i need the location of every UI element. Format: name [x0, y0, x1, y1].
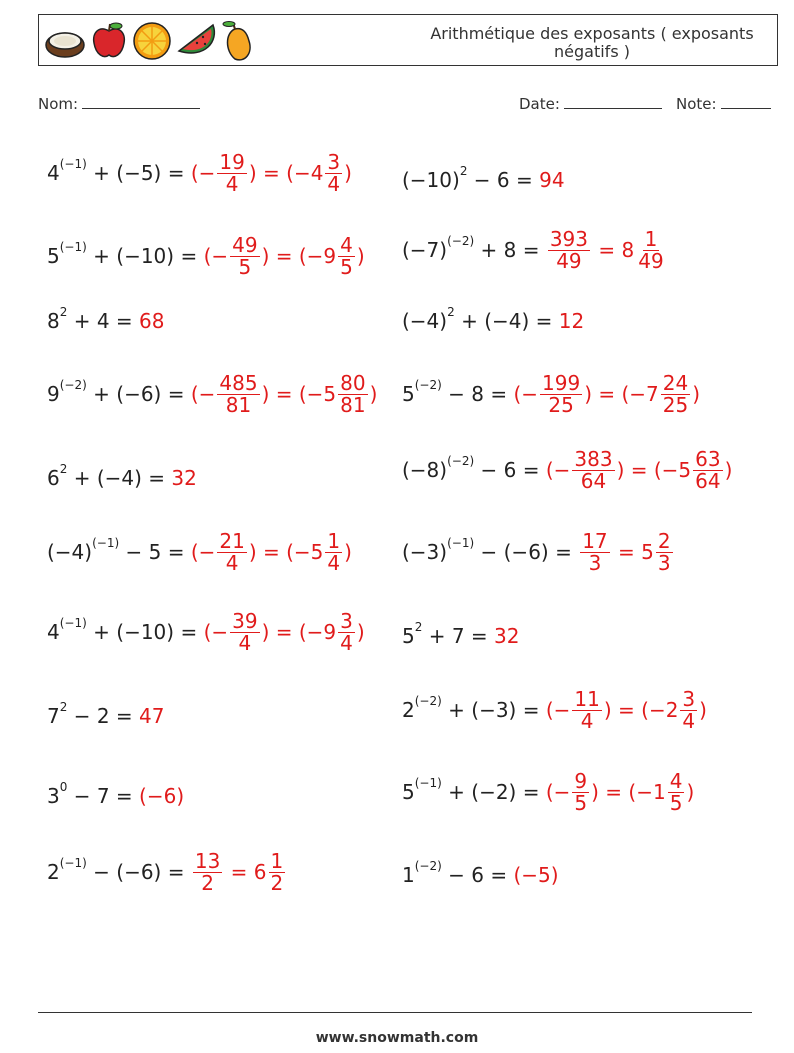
- problem-row: [47, 842, 287, 902]
- name-blank: [82, 94, 200, 109]
- answer-fraction: [338, 370, 367, 417]
- answer-fraction: [580, 528, 609, 575]
- note-field: [676, 94, 771, 113]
- answer-text: (−: [190, 540, 216, 564]
- problem-base: 5: [402, 382, 415, 406]
- problem-answer: [139, 309, 164, 333]
- fraction-denominator: 5: [669, 790, 683, 815]
- answer-fraction: [548, 226, 590, 273]
- problem-row: [47, 226, 365, 286]
- problem-operation: + (−5) =: [86, 161, 191, 185]
- problem-answer: [171, 466, 196, 490]
- problem-exponent: 2: [414, 620, 423, 634]
- answer-fraction: [217, 370, 259, 417]
- date-field: [519, 94, 662, 113]
- problem-operation: + (−4) =: [454, 309, 559, 333]
- fraction-numerator: 21: [219, 528, 245, 553]
- problem-exponent: (−1): [447, 536, 475, 550]
- answer-text: 12: [558, 309, 585, 333]
- answer-fraction: [572, 768, 589, 815]
- fraction-denominator: 64: [580, 468, 607, 493]
- fraction-numerator: 4: [669, 768, 683, 793]
- worksheet-title: Arithmétique des exposants ( exposants négatifs ): [430, 24, 754, 61]
- problem-base: 5: [402, 780, 415, 804]
- fraction-denominator: 2: [201, 870, 214, 895]
- problem-row: [402, 440, 732, 500]
- answer-text: (−5): [513, 863, 559, 887]
- problem-base: 5: [47, 244, 60, 268]
- answer-text: ): [344, 540, 352, 564]
- answer-text: 32: [171, 466, 197, 490]
- fraction-numerator: 13: [194, 848, 221, 873]
- problem-base: (−8): [402, 458, 448, 482]
- fraction-denominator: 5: [574, 790, 588, 815]
- fraction-denominator: 3: [588, 550, 602, 575]
- fraction-denominator: 5: [238, 254, 252, 279]
- problem-base: 4: [47, 161, 60, 185]
- answer-text: 32: [494, 624, 520, 648]
- problem-answer: [546, 226, 668, 273]
- problem-row: [47, 143, 352, 203]
- answer-text: ) = (−4: [248, 161, 324, 185]
- problem-row: [47, 686, 165, 746]
- answer-text: ) = (−2: [603, 698, 679, 722]
- problem-row: [402, 220, 668, 280]
- fraction-denominator: 64: [695, 468, 721, 493]
- problem-operation: − (−6) =: [86, 860, 191, 884]
- problem-operation: + (−4) =: [67, 466, 172, 490]
- fraction-denominator: 4: [327, 171, 341, 196]
- problem-exponent: (−1): [59, 157, 87, 171]
- answer-fraction: [656, 528, 673, 575]
- fraction-numerator: 199: [542, 370, 581, 395]
- answer-fraction: [269, 848, 286, 895]
- fraction-numerator: 393: [549, 226, 589, 251]
- problem-row: [47, 522, 352, 582]
- answer-text: ): [356, 620, 365, 644]
- answer-fraction: [661, 370, 690, 417]
- answer-text: ): [686, 780, 695, 804]
- fraction-denominator: 49: [556, 248, 582, 273]
- name-field: [38, 94, 200, 113]
- fraction-denominator: 4: [238, 630, 252, 655]
- answer-fraction: [338, 232, 355, 279]
- problem-exponent: (−1): [92, 536, 120, 550]
- answer-fraction: [325, 149, 342, 196]
- answer-text: (−: [545, 780, 571, 804]
- answer-text: ): [699, 698, 707, 722]
- answer-text: = 6: [224, 860, 267, 884]
- problem-answer: [139, 784, 184, 808]
- answer-fraction: [540, 370, 582, 417]
- answer-text: ): [724, 458, 733, 482]
- problem-operation: − 6 =: [441, 863, 514, 887]
- fraction-denominator: 4: [225, 171, 239, 196]
- fraction-numerator: 19: [219, 149, 245, 174]
- fraction-numerator: 1: [270, 848, 284, 873]
- note-blank: [721, 94, 771, 109]
- problem-operation: − 6 =: [467, 168, 540, 192]
- problem-operation: + 8 =: [474, 238, 546, 262]
- answer-fraction: [668, 768, 685, 815]
- answer-fraction: [338, 608, 355, 655]
- problem-operation: + (−6) =: [86, 382, 191, 406]
- apple-icon: [89, 21, 129, 61]
- answer-fraction: [636, 226, 665, 273]
- fraction-denominator: 81: [340, 392, 366, 417]
- answer-text: ) = (−1: [591, 780, 666, 804]
- problem-row: [402, 150, 565, 210]
- problem-operation: + 7 =: [422, 624, 495, 648]
- footer-divider: [38, 1012, 752, 1013]
- problem-exponent: 2: [59, 305, 68, 319]
- problem-answer: [578, 528, 674, 575]
- fraction-numerator: 39: [232, 608, 258, 633]
- answer-text: ) = (−5: [261, 382, 337, 406]
- problem-base: 3: [47, 784, 60, 808]
- problem-row: [47, 766, 184, 826]
- problem-row: [47, 364, 377, 424]
- problem-answer: [559, 309, 584, 333]
- problem-base: 9: [47, 382, 60, 406]
- fraction-numerator: 49: [232, 232, 258, 257]
- answer-fraction: [230, 608, 259, 655]
- problem-exponent: 2: [59, 462, 68, 476]
- problem-operation: − 6 =: [474, 458, 546, 482]
- problem-base: 7: [47, 704, 60, 728]
- answer-text: (−: [203, 620, 229, 644]
- answer-text: 94: [539, 168, 565, 192]
- fraction-numerator: 11: [574, 686, 600, 711]
- answer-fraction: [680, 686, 697, 733]
- problem-exponent: 2: [59, 700, 68, 714]
- answer-text: (−: [190, 161, 216, 185]
- problem-base: (−4): [402, 309, 448, 333]
- name-label: Nom:: [38, 95, 79, 113]
- answer-text: (−6): [139, 784, 185, 808]
- problem-exponent: 2: [447, 305, 455, 319]
- answer-text: ): [356, 244, 365, 268]
- problem-base: 8: [47, 309, 60, 333]
- fraction-numerator: 1: [644, 226, 658, 251]
- problem-answer: [190, 370, 378, 417]
- fraction-numerator: 63: [695, 446, 721, 471]
- problem-operation: + 4 =: [67, 309, 140, 333]
- answer-text: = 5: [611, 540, 654, 564]
- problem-exponent: (−2): [414, 859, 442, 873]
- fraction-numerator: 3: [340, 608, 353, 633]
- answer-fraction: [572, 446, 614, 493]
- answer-text: (−: [203, 244, 229, 268]
- problem-exponent: 2: [459, 164, 468, 178]
- fraction-numerator: 17: [582, 528, 608, 553]
- problem-answer: [545, 446, 733, 493]
- date-blank: [564, 94, 662, 109]
- problem-base: 1: [402, 863, 415, 887]
- problem-answer: [545, 768, 695, 815]
- answer-text: ): [344, 161, 352, 185]
- date-label: Date:: [519, 95, 560, 113]
- problem-exponent: (−1): [59, 856, 87, 870]
- answer-text: ): [692, 382, 701, 406]
- problem-base: (−7): [402, 238, 448, 262]
- fruit-icons: [43, 19, 257, 63]
- answer-fraction: [325, 528, 342, 575]
- problem-exponent: (−1): [414, 776, 442, 790]
- orange-icon: [131, 21, 173, 61]
- problem-answer: [190, 149, 352, 196]
- problem-operation: − 7 =: [67, 784, 140, 808]
- answer-fraction: [230, 232, 259, 279]
- coconut-icon: [43, 21, 87, 61]
- mango-icon: [221, 19, 257, 63]
- problem-exponent: (−2): [447, 454, 475, 468]
- problem-row: [402, 680, 707, 740]
- problem-row: [402, 522, 675, 582]
- answer-text: (−: [513, 382, 539, 406]
- problem-exponent: (−1): [59, 240, 87, 254]
- problem-exponent: (−2): [414, 378, 442, 392]
- problem-operation: − (−6) =: [474, 540, 579, 564]
- answer-text: = 8: [592, 238, 635, 262]
- fraction-denominator: 81: [225, 392, 252, 417]
- problem-row: [402, 762, 694, 822]
- fraction-numerator: 4: [340, 232, 353, 257]
- watermelon-icon: [175, 21, 219, 61]
- answer-text: ) = (−5: [616, 458, 692, 482]
- answer-text: (−: [190, 382, 216, 406]
- problem-operation: + (−2) =: [441, 780, 546, 804]
- problem-base: 5: [402, 624, 415, 648]
- fraction-denominator: 3: [657, 550, 671, 575]
- problem-answer: [545, 686, 707, 733]
- problem-row: [402, 606, 520, 666]
- fraction-numerator: 485: [219, 370, 258, 395]
- answer-text: ) = (−9: [261, 620, 337, 644]
- answer-text: ) = (−5: [248, 540, 324, 564]
- fraction-denominator: 5: [340, 254, 353, 279]
- note-label: Note:: [676, 95, 717, 113]
- answer-text: 47: [139, 704, 165, 728]
- answer-fraction: [217, 149, 246, 196]
- fraction-denominator: 4: [682, 708, 696, 733]
- problem-row: [47, 602, 365, 662]
- answer-fraction: [693, 446, 722, 493]
- problem-row: [402, 364, 700, 424]
- fraction-denominator: 49: [638, 248, 664, 273]
- fraction-numerator: 1: [327, 528, 341, 553]
- problem-exponent: 0: [59, 780, 68, 794]
- fraction-denominator: 25: [662, 392, 689, 417]
- fraction-numerator: 9: [574, 768, 588, 793]
- problem-row: [402, 845, 559, 905]
- answer-text: (−: [545, 698, 571, 722]
- answer-text: ): [369, 382, 378, 406]
- fraction-denominator: 25: [548, 392, 574, 417]
- problem-base: 2: [47, 860, 60, 884]
- answer-fraction: [217, 528, 246, 575]
- fraction-numerator: 80: [340, 370, 366, 395]
- problem-base: 6: [47, 466, 60, 490]
- problem-answer: [513, 370, 701, 417]
- fraction-denominator: 4: [327, 550, 341, 575]
- problem-answer: [139, 704, 164, 728]
- answer-text: ) = (−9: [261, 244, 337, 268]
- answer-text: (−: [545, 458, 571, 482]
- problem-answer: [203, 232, 365, 279]
- fraction-numerator: 383: [574, 446, 613, 471]
- problem-answer: [513, 863, 558, 887]
- problem-base: (−10): [402, 168, 460, 192]
- problem-base: 2: [402, 698, 415, 722]
- problem-base: (−4): [47, 540, 93, 564]
- answer-fraction: [193, 848, 222, 895]
- problem-answer: [191, 848, 287, 895]
- worksheet-header: [38, 14, 778, 66]
- problem-base: (−3): [402, 540, 448, 564]
- problem-operation: − 2 =: [67, 704, 140, 728]
- problem-row: [47, 291, 165, 351]
- problem-answer: [190, 528, 352, 575]
- fraction-numerator: 24: [662, 370, 689, 395]
- fraction-numerator: 3: [327, 149, 341, 174]
- problem-exponent: (−2): [414, 694, 442, 708]
- fraction-denominator: 2: [270, 870, 284, 895]
- problem-operation: − 5 =: [119, 540, 191, 564]
- problem-exponent: (−2): [447, 234, 475, 248]
- fraction-denominator: 4: [580, 708, 594, 733]
- problem-exponent: (−1): [59, 616, 87, 630]
- answer-fraction: [572, 686, 601, 733]
- problem-operation: + (−10) =: [86, 620, 204, 644]
- problem-base: 4: [47, 620, 60, 644]
- problem-operation: + (−3) =: [441, 698, 546, 722]
- answer-text: ) = (−7: [584, 382, 659, 406]
- problem-answer: [203, 608, 365, 655]
- problem-exponent: (−2): [59, 378, 87, 392]
- fraction-denominator: 4: [225, 550, 239, 575]
- problem-row: [402, 291, 584, 351]
- fraction-numerator: 2: [657, 528, 671, 553]
- problem-answer: [494, 624, 519, 648]
- problem-answer: [539, 168, 564, 192]
- problem-row: [47, 448, 197, 508]
- problem-operation: + (−10) =: [86, 244, 204, 268]
- footer-url: www.snowmath.com: [315, 1030, 479, 1046]
- problem-operation: − 8 =: [441, 382, 514, 406]
- answer-text: 68: [139, 309, 165, 333]
- fraction-denominator: 4: [340, 630, 353, 655]
- fraction-numerator: 3: [682, 686, 696, 711]
